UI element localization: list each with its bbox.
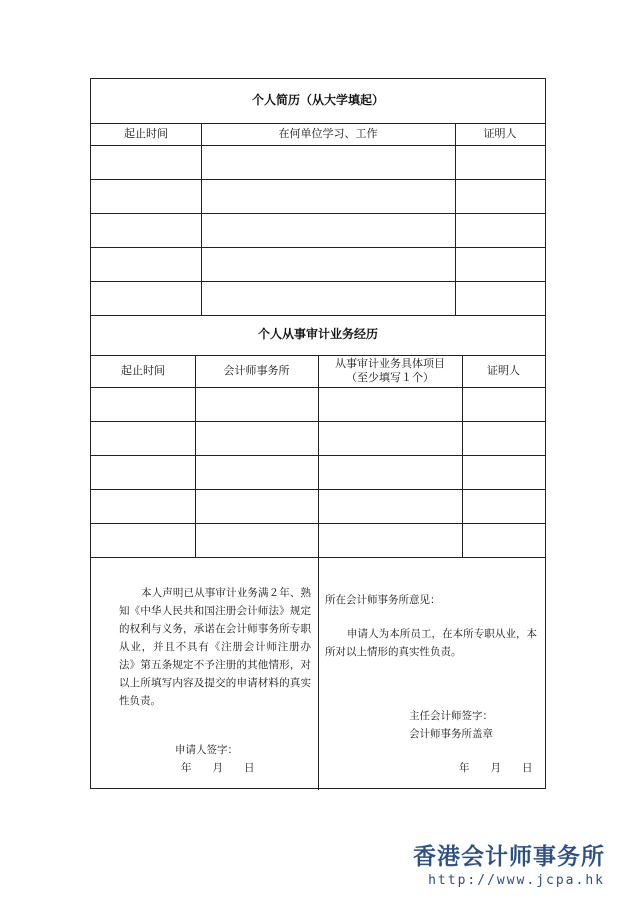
audit-row[interactable] [91,523,545,557]
audit-title: 个人从事审计业务经历 [257,327,378,342]
firm-date-line: 年 月 日 [459,762,533,774]
resume-row[interactable] [91,179,545,213]
audit-row[interactable] [91,489,545,523]
firm-seal-label: 会计师事务所盖章 [409,728,493,740]
audit-header-witness: 证明人 [487,363,520,377]
firm-signature-label: 主任会计师签字： [409,710,493,722]
resume-header-period: 起止时间 [124,126,168,140]
resume-title: 个人简历（从大学填起） [251,93,384,108]
audit-header-period: 起止时间 [121,363,165,377]
resume-header-witness: 证明人 [483,126,517,140]
applicant-signature-label: 申请人签字： [175,744,238,756]
resume-row[interactable] [91,213,545,247]
firm-opinion-text: 申请人为本所员工，在本所专职从业，本所对以上情形的真实性负责。 [325,628,537,658]
applicant-declaration: 本人声明已从事审计业务满２年、熟知《中华人民共和国注册会计师法》规定的权利与义务，承诺在会计师事务所专职从业，并且不具有《注册会计师注册办法》第五条规定不予注册的其他情形，对以上所填写内容及提交的申请材料的真实性负责。 [119,587,311,707]
audit-row[interactable] [91,421,545,455]
firm-opinion-heading: 所在会计师事务所意见： [325,594,441,606]
audit-header-project: 从事审计业务具体项目 （至少填写１个） [335,356,445,384]
resume-header-unit: 在何单位学习、工作 [278,126,378,140]
audit-row[interactable] [91,455,545,489]
registration-form [90,78,546,789]
applicant-date-line: 年 月 日 [181,762,255,774]
audit-row[interactable] [91,387,545,421]
brand-name: 香港会计师事务所 [413,843,605,870]
resume-row[interactable] [91,145,545,179]
brand-url[interactable]: http://www.jcpa.hk [428,873,605,888]
resume-row[interactable] [91,281,545,315]
brand-watermark [413,838,605,888]
audit-header-firm: 会计师事务所 [223,363,290,377]
resume-row[interactable] [91,247,545,281]
